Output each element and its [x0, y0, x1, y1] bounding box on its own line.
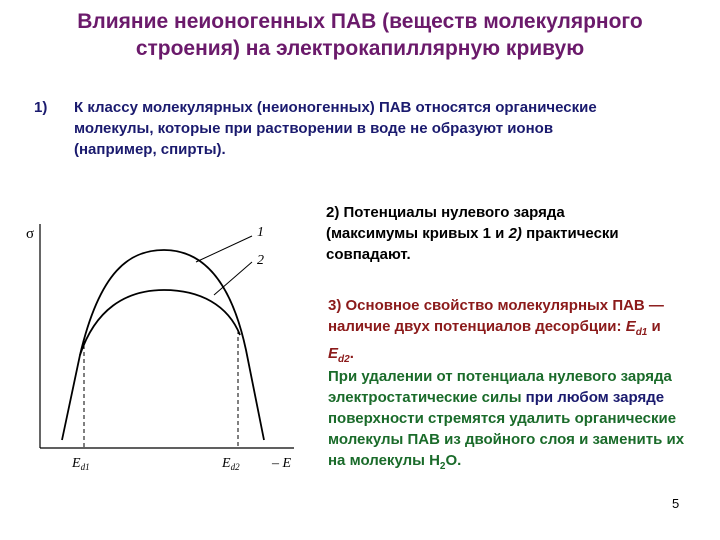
point-4-text-b: поверхности стремятся удалить органические молекулы ПАВ из двойного слоя и заменить их на молекулы Н: [328, 410, 685, 469]
point-4-sub: 2: [439, 461, 446, 472]
ed1-symbol: $E_{d1}$: [625, 318, 648, 338]
page-number: 5: [672, 496, 680, 511]
curve-1: [80, 250, 264, 440]
point-1-text: К классу молекулярных (неионогенных) ПАВ относятся органические молекулы, которые при растворении в воде не образуют ионов (например, спирты).: [74, 99, 597, 158]
point-3-end: .: [349, 345, 354, 362]
point-4-text-c: О.: [445, 452, 462, 469]
point-2-text-b: 2): [508, 225, 522, 242]
point-2-text-c: практически совпадают.: [326, 225, 619, 263]
curve-1-label: 1: [257, 225, 264, 240]
y-axis-label: σ: [26, 226, 35, 242]
point-4: [328, 366, 688, 477]
curve-2-leader: [214, 262, 252, 295]
point-2: [326, 202, 656, 265]
ed1-label: $E_{d1}$: [72, 456, 90, 472]
curve-2-label: 2: [257, 253, 264, 268]
point-2-text-a: 2) Потенциалы нулевого заряда (максимумы кривых 1 и: [326, 204, 565, 242]
point-3: [328, 295, 688, 370]
point-3-and: и: [647, 318, 661, 335]
curve-1-leader: [196, 236, 252, 262]
ed2-label: $E_{d2}$: [222, 456, 240, 472]
point-4-text-a: При удалении от потенциала нулевого заряда электростатические силы: [328, 368, 672, 406]
point-1-number: 1): [34, 99, 48, 116]
point-3-text: 3) Основное свойство молекулярных ПАВ — наличие двух потенциалов десорбции:: [328, 297, 664, 335]
curve-2: [62, 290, 240, 440]
slide-title: Влияние неионогенных ПАВ (веществ молекулярного строения) на электрокапиллярную кривую: [77, 10, 643, 60]
point-4-text-blue: при любом заряде: [525, 389, 665, 406]
x-axis-label: – E: [272, 456, 292, 471]
ed2-symbol: $E_{d2}$: [328, 345, 350, 365]
